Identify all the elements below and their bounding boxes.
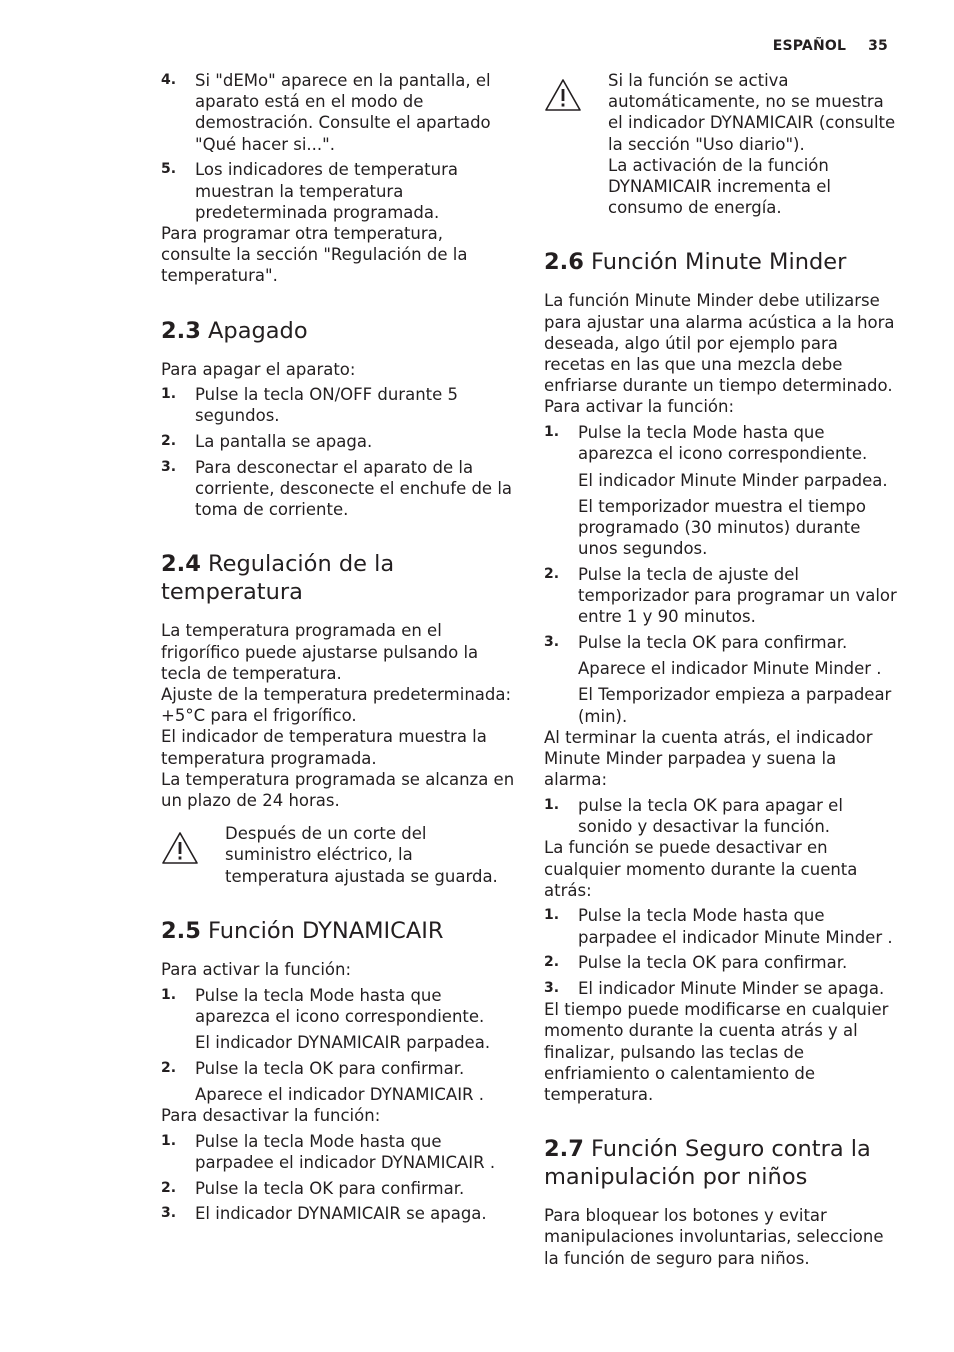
list-item-note: El temporizador muestra el tiempo programado (30 minutos) durante unos segundos.: [578, 496, 866, 559]
warning-icon: [161, 831, 199, 865]
section-heading-2-7: 2.7 Función Seguro contra la manipulación por niños: [544, 1136, 871, 1191]
paragraph: El indicador de temperatura muestra la temperatura programada.: [161, 727, 487, 768]
warning-icon: [544, 78, 582, 112]
list-item-note: El indicador Minute Minder parpadea.: [578, 470, 888, 490]
list-item: 2. Pulse la tecla de ajuste del temporizador para programar un valor entre 1 y 90 minutos.: [544, 564, 897, 627]
page-header: [0, 38, 888, 54]
paragraph: Para apagar el aparato:: [161, 359, 356, 379]
paragraph: Ajuste de la temperatura predeterminada: +5°C para el frigorífico.: [161, 685, 512, 726]
list-item-note: El Temporizador empieza a parpadear (min).: [578, 685, 892, 726]
paragraph: La función Minute Minder debe utilizarse para ajustar una alarma acústica a la hora deseada, algo útil por ejemplo para recetas en las que una mezcla debe enfriarse durante un tiempo determinado.: [544, 291, 895, 396]
list-item: 1. Pulse la tecla Mode hasta que parpadee el indicador DYNAMICAIR .: [161, 1131, 496, 1173]
list-item: 1. Pulse la tecla ON/OFF durante 5 segundos.: [161, 385, 459, 426]
list-item: 2. Pulse la tecla OK para confirmar.: [544, 953, 848, 973]
list-item: 3. Para desconectar el aparato de la corriente, desconecte el enchufe de la toma de corriente.: [161, 457, 513, 520]
list-item: 1. Pulse la tecla Mode hasta que aparezca el icono correspondiente.: [544, 423, 868, 464]
list-item: 1. Pulse la tecla Mode hasta que parpadee el indicador Minute Minder .: [544, 906, 893, 947]
list-item-note: Aparece el indicador Minute Minder .: [578, 659, 882, 679]
paragraph: Para activar la función:: [161, 959, 352, 979]
paragraph: La función se puede desactivar en cualquier momento durante la cuenta atrás:: [544, 838, 858, 900]
list-item-note: El indicador DYNAMICAIR parpadea.: [195, 1033, 491, 1052]
warning-note: Si la función se activa automáticamente, no se muestra el indicador DYNAMICAIR (consulte la sección "Uso diario"). La activación de la función DYNAMICAIR incrementa el consumo de energía.: [544, 70, 900, 218]
list-item: 3. El indicador DYNAMICAIR se apaga.: [161, 1204, 487, 1224]
page-number: 35: [868, 38, 888, 54]
list-item: 3. Pulse la tecla OK para confirmar.: [544, 632, 848, 652]
header-language: ESPAÑOL: [772, 38, 847, 54]
warning-note: Después de un corte del suministro eléctrico, la temperatura ajustada se guarda.: [161, 823, 517, 887]
paragraph: La temperatura programada en el frigorífico puede ajustarse pulsando la tecla de temperatura.: [161, 621, 479, 683]
right-column: [544, 70, 900, 1269]
paragraph: Para activar la función:: [544, 397, 735, 417]
list-item: 1. pulse la tecla OK para apagar el sonido y desactivar la función.: [544, 795, 843, 837]
paragraph: Al terminar la cuenta atrás, el indicador Minute Minder parpadea y suena la alarma:: [544, 727, 873, 790]
list-item: 2. La pantalla se apaga.: [161, 432, 373, 452]
list-item: 5. Los indicadores de temperatura muestran la temperatura predeterminada programada.: [161, 160, 459, 222]
section-heading-2-4: 2.4 Regulación de la temperatura: [161, 551, 395, 606]
paragraph: Para programar otra temperatura, consulte la sección "Regulación de la temperatura".: [161, 223, 468, 286]
list-item-note: Aparece el indicador DYNAMICAIR .: [195, 1084, 485, 1104]
list-item: 2. Pulse la tecla OK para confirmar.: [161, 1178, 465, 1198]
paragraph: La temperatura programada se alcanza en un plazo de 24 horas.: [161, 769, 515, 811]
list-item: 4. Si "dEMo" aparece en la pantalla, el aparato está en el modo de demostración. Consulte el apartado "Qué hacer si...".: [161, 71, 491, 154]
left-column: [161, 70, 517, 1225]
paragraph: Para desactivar la función:: [161, 1106, 381, 1126]
list-item: 1. Pulse la tecla Mode hasta que aparezca el icono correspondiente.: [161, 985, 485, 1026]
list-item: 3. El indicador Minute Minder se apaga.: [544, 979, 885, 999]
list-item: 2. Pulse la tecla OK para confirmar.: [161, 1058, 465, 1078]
section-heading-2-5: 2.5 Función DYNAMICAIR: [161, 917, 444, 944]
paragraph: El tiempo puede modificarse en cualquier momento durante la cuenta atrás y al finalizar, pulsando las teclas de enfriamiento o calentamiento de temperatura.: [544, 1000, 889, 1105]
paragraph: Para bloquear los botones y evitar manipulaciones involuntarias, seleccione la función de seguro para niños.: [544, 1206, 884, 1268]
section-heading-2-6: 2.6 Función Minute Minder: [544, 249, 847, 276]
section-heading-2-3: 2.3 Apagado: [161, 317, 308, 344]
